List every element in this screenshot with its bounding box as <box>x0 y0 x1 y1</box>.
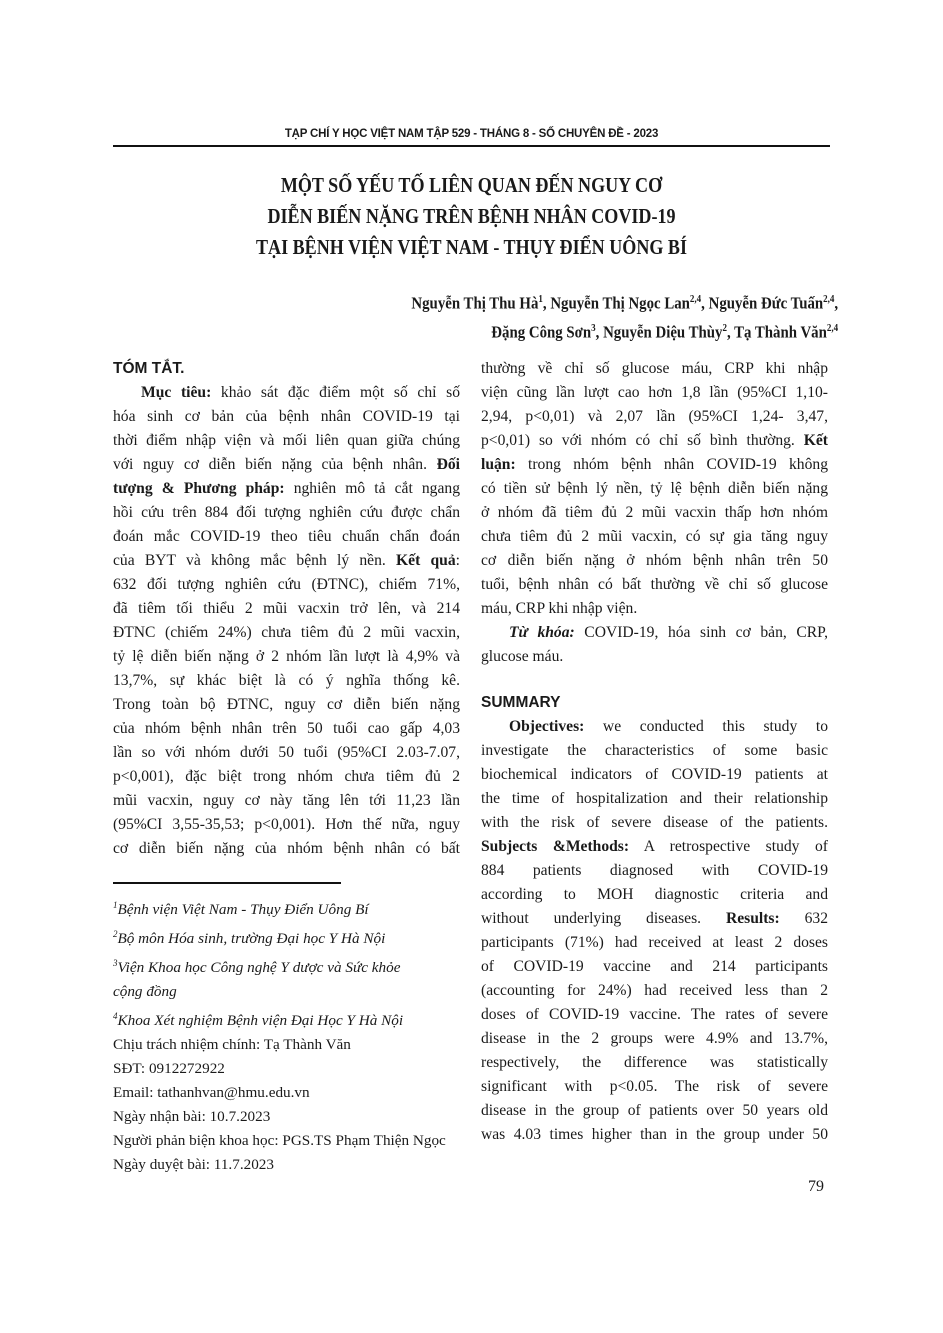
footnote-mark: 3 <box>113 958 118 969</box>
text-line: Trong toàn bộ ĐTNC, nguy cơ diễn biến nặng <box>113 696 460 713</box>
abstract-heading: TÓM TẮT. <box>113 360 185 377</box>
text-line: 884 patients diagnosed with COVID-19 <box>481 862 828 879</box>
title-line: MỘT SỐ YẾU TỐ LIÊN QUAN ĐẾN NGUY CƠ <box>280 173 663 197</box>
text-line: thời điểm nhập viện và mối liên quan giữa chúng <box>113 432 460 449</box>
affiliation-footnote: cộng đồng <box>113 983 177 1001</box>
text-line: 2,94, p<0,01) và 2,07 lần (95%CI 1,24- 3,47, <box>481 408 828 425</box>
text-line: tuổi, bệnh nhân có bất thường về chỉ số glucose <box>481 576 828 593</box>
correspondence-info: Ngày duyệt bài: 11.7.2023 <box>113 1156 274 1174</box>
text-line: Mục tiêu: khảo sát đặc điểm một số chỉ số <box>141 384 460 401</box>
author-name: Đặng Công Sơn <box>491 322 592 341</box>
author-row: Đặng Công Sơn$^3$, Nguyễn Diệu Thùy$^2$, Tạ Thành Văn$^{2,4}$ <box>491 322 838 341</box>
author-name: Nguyễn Diệu Thùy <box>602 322 723 341</box>
author-affiliation-mark: 2,4 <box>826 322 838 334</box>
correspondence-info: Email: tathanhvan@hmu.edu.vn <box>113 1084 310 1102</box>
text-line: significant with p<0.05. The risk of severe <box>481 1078 828 1095</box>
text-line: thường về chỉ số glucose máu, CRP khi nhập <box>481 360 828 377</box>
article-title <box>163 170 780 263</box>
text-line: disease in the group of patients over 50 years old <box>481 1102 828 1119</box>
text-line: mũi vacxin, nguy cơ này tăng lên tới 11,23 lần <box>113 792 460 809</box>
correspondence-info: Ngày nhận bài: 10.7.2023 <box>113 1108 271 1126</box>
title-line: DIỄN BIẾN NẶNG TRÊN BỆNH NHÂN COVID-19 <box>267 204 676 228</box>
header-divider <box>113 145 830 147</box>
right-column <box>481 357 828 1147</box>
author-name: Nguyễn Thị Ngọc Lan <box>550 293 690 313</box>
author-list <box>411 287 838 344</box>
text-line: cơ diễn biến nặng ở nhóm bệnh nhân trên 50 <box>481 552 828 569</box>
text-line: (95%CI 3,55-35,53; p<0,001). Hơn thế nữa, nguy <box>113 816 460 833</box>
text-line: với nguy cơ diễn biến nặng của bệnh nhân. Đối <box>113 456 460 473</box>
footnote-mark: 4 <box>113 1011 118 1022</box>
text-line: doses of COVID-19 vaccine. The rates of severe <box>481 1006 828 1023</box>
keyword-label: Từ khóa: <box>509 624 575 641</box>
text-line: p<0,01) so với nhóm có chỉ số bình thường. Kết <box>481 432 828 449</box>
footnote-divider <box>113 882 341 884</box>
left-column <box>113 357 460 861</box>
affiliation-footnote: $^2$Bộ môn Hóa sinh, trường Đại học Y Hà Nội <box>113 929 386 948</box>
title-line: TẠI BỆNH VIỆN VIỆT NAM - THỤY ĐIỂN UÔNG BÍ <box>255 235 688 259</box>
bold-label: luận: <box>481 456 516 473</box>
text-line: có tiền sử bệnh lý nền, tỷ lệ bệnh diễn biến nặng <box>481 480 828 497</box>
author-affiliation-mark: 2 <box>722 322 727 334</box>
author-affiliation-mark: 1 <box>538 294 543 305</box>
bold-label: Subjects &Methods: <box>481 838 630 855</box>
author-affiliation-mark: 2,4 <box>823 294 835 305</box>
bold-label: tượng & Phương pháp: <box>113 480 285 497</box>
text-line: 632 đối tượng nghiên cứu (ĐTNC), chiếm 71%, <box>113 576 460 593</box>
text-line: đoán mắc COVID-19 theo tiêu chuẩn chẩn đoán <box>113 528 460 545</box>
text-line: của nhóm bệnh nhân trên 50 tuổi cao gấp 4,03 <box>113 720 460 737</box>
text-line: tỷ lệ diễn biến nặng ở 2 nhóm lần lượt là 4,9% và <box>113 648 460 665</box>
correspondence-info: Người phản biện khoa học: PGS.TS Phạm Thiện Ngọc <box>113 1132 446 1150</box>
text-line: investigate the characteristics of some basic <box>481 742 828 759</box>
text-line: ở nhóm đã tiêm đủ 2 mũi vacxin thấp hơn nhóm <box>481 504 828 521</box>
text-line: disease in the 2 groups were 4.9% and 13.7%, <box>481 1030 828 1047</box>
text-line: đã tiêm tối thiểu 2 mũi vacxin trở lên, và 214 <box>113 600 460 617</box>
text-line: ĐTNC (chiếm 24%) chưa tiêm đủ 2 mũi vacxin, <box>113 624 460 641</box>
journal-running-header: TẠP CHÍ Y HỌC VIỆT NAM TẬP 529 - THÁNG 8 - SỐ CHUYÊN ĐỀ - 2023 <box>284 128 659 140</box>
text-line: with the risk of severe disease of the patients. <box>481 814 828 831</box>
correspondence-info: Chịu trách nhiệm chính: Tạ Thành Văn <box>113 1036 351 1054</box>
text-line: without underlying diseases. Results: 632 <box>481 910 828 927</box>
text-line: participants (71%) had received at least 2 doses <box>481 934 828 951</box>
text-line: 13,7%, sự khác biệt là có ý nghĩa thống kê. <box>113 672 460 689</box>
text-line: (accounting for 24%) had received less than 2 <box>481 982 828 999</box>
text-line: lần so với nhóm dưới 50 tuổi (95%CI 2.03-7.07, <box>113 744 460 761</box>
affiliation-footnote: $^3$Viện Khoa học Công nghệ Y dược và Sức khỏe <box>113 958 401 977</box>
bold-label: Kết quả <box>396 552 456 569</box>
author-name: Nguyễn Thị Thu Hà <box>411 293 539 313</box>
bold-label: Objectives: <box>509 718 585 735</box>
text-line: of COVID-19 vaccine and 214 participants <box>481 958 828 975</box>
text-line: glucose máu. <box>481 648 564 665</box>
footnotes <box>113 893 460 1177</box>
text-line: respectively, the difference was statistically <box>481 1054 828 1071</box>
text-line: according to MOH diagnostic criteria and <box>481 886 828 903</box>
text-line: the time of hospitalization and their relationship <box>481 790 828 807</box>
affiliation-footnote: $^4$Khoa Xét nghiệm Bệnh viện Đại Học Y Hà Nội <box>113 1011 404 1030</box>
bold-label: Results: <box>725 910 780 927</box>
text-line: was 4.03 times higher than in the group under 50 <box>481 1126 828 1143</box>
text-line: của BYT và không mắc bệnh lý nền. Kết quả: <box>113 552 460 569</box>
text-line: hóa sinh cơ bản của bệnh nhân COVID-19 tại <box>113 408 460 425</box>
bold-label: Đối <box>436 456 460 473</box>
text-line: máu, CRP khi nhập viện. <box>481 600 638 617</box>
author-name: Nguyễn Đức Tuấn <box>708 293 824 313</box>
footnote-mark: 1 <box>113 900 118 910</box>
author-name: Tạ Thành Văn <box>734 322 827 341</box>
author-row: Nguyễn Thị Thu $Hà^1$, Nguyễn Thị Ngọc Lan$^{2,4}$, Nguyễn Đức Tuấn$^{2,4}$, <box>411 293 838 313</box>
bold-label: Kết <box>803 432 828 449</box>
text-line: hồi cứu trên 884 đối tượng nghiên cứu được chẩn <box>113 504 460 521</box>
text-line: cơ diễn biến nặng của nhóm bệnh nhân có bất <box>113 840 460 857</box>
text-line: Objectives: we conducted this study to <box>509 718 828 735</box>
summary-heading: SUMMARY <box>481 694 561 711</box>
author-affiliation-mark: 2,4 <box>689 294 702 305</box>
affiliation-footnote: $^1$Bệnh viện Việt Nam - Thụy Điển Uông Bí <box>113 900 369 919</box>
text-line: luận: trong nhóm bệnh nhân COVID-19 không <box>481 456 828 473</box>
correspondence-info: SĐT: 0912272922 <box>113 1060 225 1078</box>
author-affiliation-mark: 3 <box>591 322 596 334</box>
text-line: Từ khóa: COVID-19, hóa sinh cơ bản, CRP, <box>509 624 829 641</box>
section-gap <box>481 669 828 691</box>
footnote-mark: 2 <box>113 929 118 940</box>
text-line: p<0,001), đặc biệt trong nhóm chưa tiêm đủ 2 <box>113 768 460 785</box>
bold-label: Mục tiêu: <box>141 384 212 401</box>
text-line: viện cũng lần lượt cao hơn 1,8 lần (95%CI 1,10- <box>481 384 828 401</box>
text-line: Subjects &Methods: A retrospective study of <box>481 838 828 855</box>
page-number: 79 <box>808 1178 824 1195</box>
text-line: chưa tiêm đủ 2 mũi vacxin, có sự gia tăng nguy <box>481 528 828 545</box>
text-line: tượng & Phương pháp: nghiên mô tả cắt ngang <box>113 480 460 497</box>
text-line: biochemical indicators of COVID-19 patients at <box>481 766 828 783</box>
